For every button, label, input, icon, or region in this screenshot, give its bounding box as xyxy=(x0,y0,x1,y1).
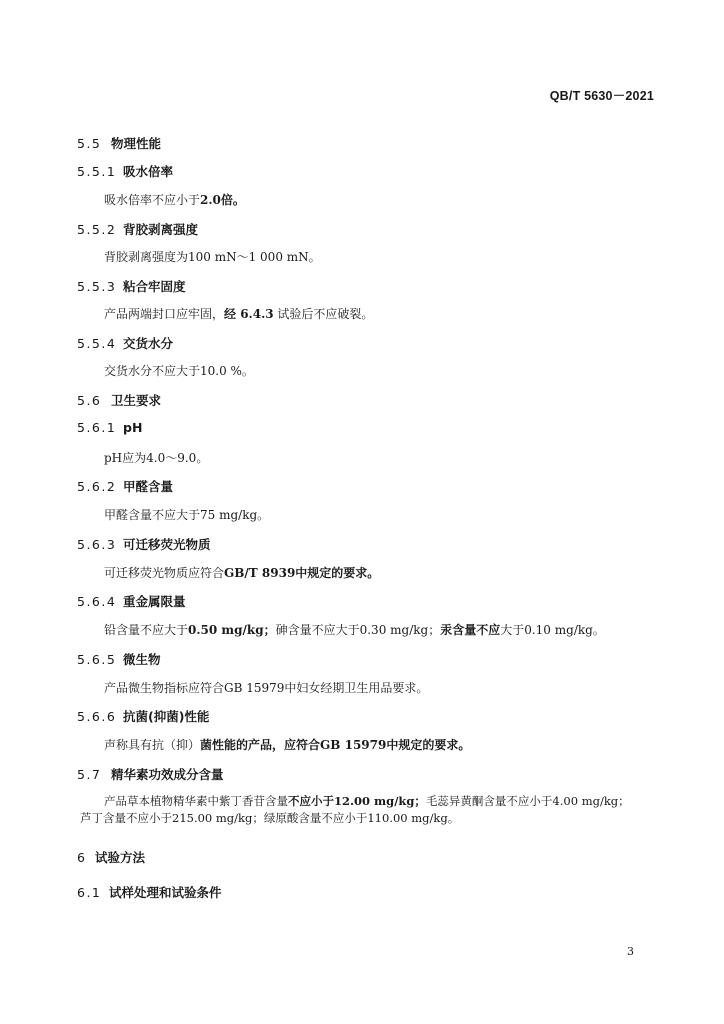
text-part-bold: 不应小于12.00 mg/kg； xyxy=(288,794,426,808)
text-5-7-line-2: 芦丁含量不应小于215.00 mg/kg；绿原酸含量不应小于110.00 mg/kg。 xyxy=(80,811,460,825)
text-part: 试验后不应破裂。 xyxy=(273,307,374,321)
section-title: 可迁移荧光物质 xyxy=(123,537,211,552)
section-number: 5.6.6 xyxy=(77,709,117,724)
section-title: 抗菌(抑菌)性能 xyxy=(123,709,210,724)
page-number: 3 xyxy=(627,945,634,958)
text-part: 砷含量不应大于0.30 mg/kg； xyxy=(275,623,441,637)
text-part: 产品草本植物精华素中紫丁香苷含量 xyxy=(104,794,288,808)
text-5-6-2: 甲醛含量不应大于75 mg/kg。 xyxy=(104,508,270,522)
text-5-6-5: 产品微生物指标应符合GB 15979中妇女经期卫生用品要求。 xyxy=(104,681,429,695)
heading-5-6-1 xyxy=(77,420,142,435)
text-5-5-4: 交货水分不应大于10.0 %。 xyxy=(104,364,254,378)
heading-5-7 xyxy=(77,765,224,783)
text-5-5-1 xyxy=(104,191,245,208)
standard-code: QB/T 5630－2021 xyxy=(549,89,654,103)
heading-5-5-4 xyxy=(77,334,173,352)
text-5-7-line-1 xyxy=(104,793,630,809)
text-part: 可迁移荧光物质应符合 xyxy=(104,566,225,580)
text-5-6-4 xyxy=(104,621,605,638)
section-title: 微生物 xyxy=(123,652,161,667)
text-part-bold: 汞含量不应 xyxy=(440,623,501,637)
heading-5-6-3 xyxy=(77,535,211,553)
text-5-6-1: pH应为4.0～9.0。 xyxy=(104,451,209,465)
section-number: 5.5.1 xyxy=(77,164,117,179)
section-title: 试样处理和试验条件 xyxy=(109,885,222,900)
section-number: 5.6.5 xyxy=(77,652,117,667)
text-part: 产品两端封口应牢固， xyxy=(104,307,225,321)
section-number: 5.5.3 xyxy=(77,279,117,294)
heading-5-6-5 xyxy=(77,650,161,668)
heading-5-6 xyxy=(77,391,161,409)
section-number: 5.6.3 xyxy=(77,537,117,552)
text-part: 铅含量不应大于 xyxy=(104,623,189,637)
section-title: 交货水分 xyxy=(123,336,174,351)
text-part-bold: GB/T 8939中规定的要求。 xyxy=(224,566,380,580)
section-title: 粘合牢固度 xyxy=(123,279,186,294)
section-title: pH xyxy=(123,420,143,435)
section-number: 5.5.2 xyxy=(77,222,117,237)
text-part: 声称具有抗（抑） xyxy=(104,738,201,752)
text-part: 毛蕊异黄酮含量不应小于4.00 mg/kg； xyxy=(425,794,630,808)
heading-5-6-4 xyxy=(77,592,186,610)
heading-5-6-2 xyxy=(77,477,173,495)
section-number: 6 xyxy=(77,850,87,865)
section-title: 物理性能 xyxy=(111,136,162,151)
heading-6-1 xyxy=(77,883,222,901)
section-title: 试验方法 xyxy=(95,850,146,865)
section-number: 6.1 xyxy=(77,885,102,900)
section-number: 5.5 xyxy=(77,136,102,151)
section-number: 5.6 xyxy=(77,393,102,408)
text-part-bold: GB 15979中规定的要求。 xyxy=(320,738,471,752)
heading-5-5 xyxy=(77,134,161,152)
heading-5-6-6 xyxy=(77,707,209,725)
section-number: 5.6.4 xyxy=(77,594,117,609)
section-title: 重金属限量 xyxy=(123,594,186,609)
heading-5-5-3 xyxy=(77,277,186,295)
section-number: 5.6.1 xyxy=(77,420,117,435)
text-5-6-3 xyxy=(104,564,379,581)
text-5-5-3 xyxy=(104,305,373,322)
section-title: 卫生要求 xyxy=(111,393,162,408)
text-part: 大于0.10 mg/kg。 xyxy=(500,623,605,637)
text-part-bold: 经 6.4.3 xyxy=(224,307,274,321)
heading-6 xyxy=(77,848,145,866)
section-title: 精华素功效成分含量 xyxy=(111,767,224,782)
section-title: 背胶剥离强度 xyxy=(123,222,199,237)
text-part: 吸水倍率不应小于 xyxy=(104,193,201,207)
text-part-bold: 0.50 mg/kg； xyxy=(188,623,276,637)
section-number: 5.5.4 xyxy=(77,336,117,351)
section-number: 5.7 xyxy=(77,767,102,782)
heading-5-5-2 xyxy=(77,220,198,238)
text-part-bold: 菌性能的产品，应符合 xyxy=(200,738,321,752)
text-part-bold: 2.0倍。 xyxy=(200,193,245,207)
heading-5-5-1 xyxy=(77,162,173,180)
text-5-6-6 xyxy=(104,736,470,753)
section-number: 5.6.2 xyxy=(77,479,117,494)
section-title: 甲醛含量 xyxy=(123,479,174,494)
section-title: 吸水倍率 xyxy=(123,164,174,179)
text-5-5-2: 背胶剥离强度为100 mN～1 000 mN。 xyxy=(104,250,321,264)
